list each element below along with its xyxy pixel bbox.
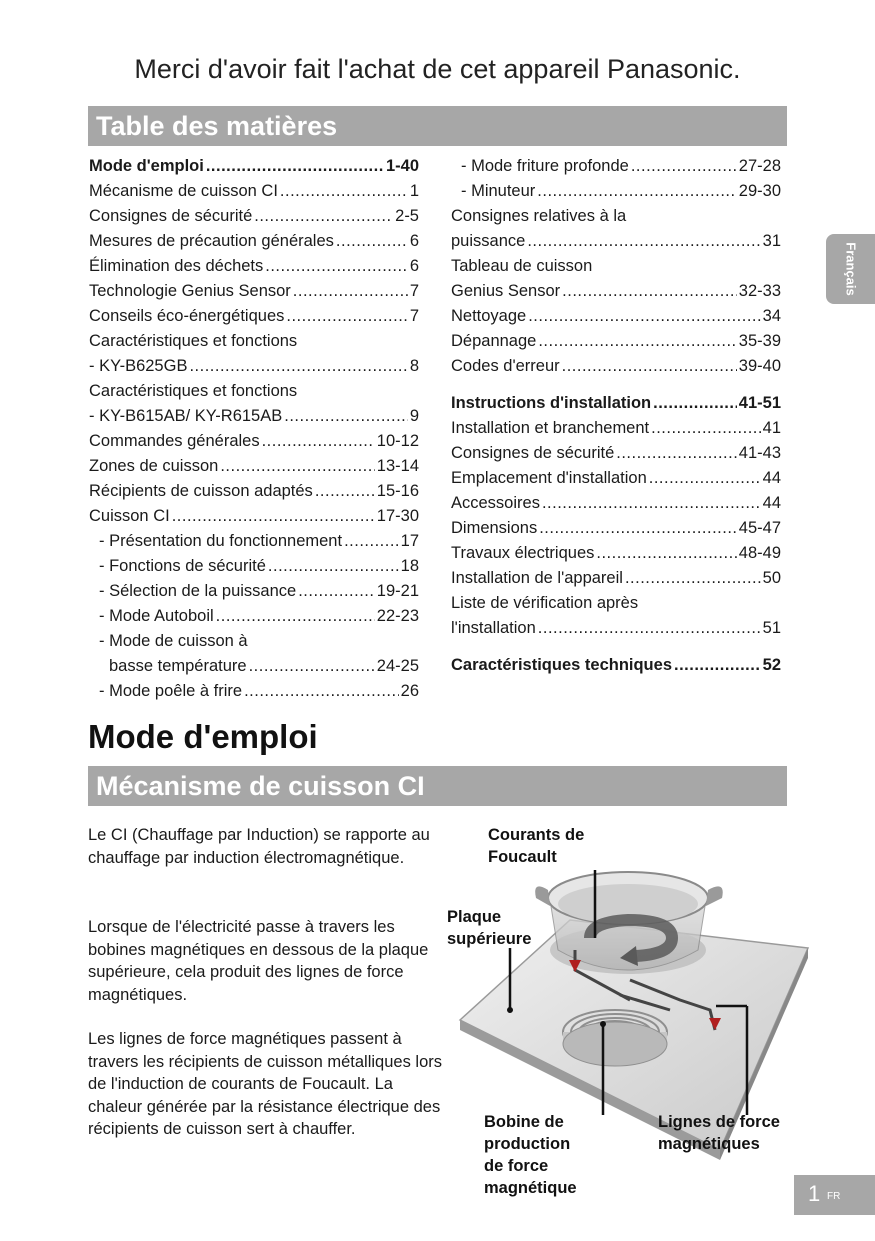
toc-dot-leader	[562, 279, 737, 304]
toc-entry-page: 31	[762, 232, 781, 250]
toc-entry-label: Accessoires	[451, 494, 540, 512]
toc-entry-page: 6	[409, 232, 419, 250]
toc-entry[interactable]	[89, 154, 419, 179]
page-number-badge	[794, 1175, 875, 1215]
toc-dot-leader	[542, 491, 761, 516]
toc-entry-page: 2-5	[395, 207, 419, 225]
toc-entry-label: Emplacement d'installation	[451, 469, 647, 487]
toc-left-column	[89, 154, 419, 704]
toc-dot-leader	[336, 229, 408, 254]
toc-dot-leader	[254, 204, 393, 229]
toc-entry-label: Mesures de précaution générales	[89, 232, 334, 250]
toc-entry[interactable]	[451, 591, 781, 616]
toc-dot-leader	[265, 254, 408, 279]
toc-entry-label: Cuisson CI	[89, 507, 170, 525]
toc-dot-leader	[537, 179, 737, 204]
toc-entry-label: Tableau de cuisson	[451, 257, 593, 275]
toc-entry-page: 35-39	[738, 332, 781, 350]
toc-right-column	[451, 154, 781, 678]
thanks-title: Merci d'avoir fait l'achat de cet appareil Panasonic.	[134, 54, 741, 84]
toc-dot-leader	[625, 566, 761, 591]
toc-dot-leader	[562, 354, 737, 379]
toc-entry-page: 7	[409, 307, 419, 325]
page-language: FR	[827, 1191, 841, 1202]
toc-entry-label: Codes d'erreur	[451, 357, 560, 375]
mechanism-title: Mécanisme de cuisson CI	[96, 771, 425, 801]
toc-entry[interactable]	[89, 554, 419, 579]
toc-entry[interactable]	[89, 604, 419, 629]
label-field-lines: Lignes de force magnétiques	[658, 1113, 780, 1153]
toc-entry[interactable]	[451, 491, 781, 516]
toc-entry-page: 15-16	[376, 482, 419, 500]
toc-entry[interactable]	[451, 154, 781, 179]
toc-entry[interactable]	[89, 329, 419, 354]
toc-entry-label: - Mode Autoboil	[99, 607, 214, 625]
toc-entry[interactable]	[451, 616, 781, 641]
toc-dot-leader	[653, 391, 737, 416]
toc-entry[interactable]	[89, 179, 419, 204]
toc-entry[interactable]	[89, 529, 419, 554]
toc-entry[interactable]	[89, 404, 419, 429]
paragraph-eddy: Les lignes de force magnétiques passent à travers les récipients de cuisson métalliques lors de l'induction de courants de Foucault. La chaleur générée par la résistance électrique des récipients de cuisson sert à chauffer.	[88, 1030, 442, 1138]
toc-entry-page: 50	[762, 569, 781, 587]
toc-entry-label: Instructions d'installation	[451, 394, 652, 412]
toc-entry-label: Nettoyage	[451, 307, 527, 325]
toc-entry-label: Caractéristiques techniques	[451, 656, 672, 674]
toc-entry[interactable]	[89, 379, 419, 404]
toc-entry-label: Conseils éco-énergétiques	[89, 307, 285, 325]
induction-diagram	[440, 820, 820, 1210]
paragraph-intro: Le CI (Chauffage par Induction) se rapporte au chauffage par induction électromagnétique.	[88, 826, 430, 867]
toc-dot-leader	[631, 154, 737, 179]
toc-entry-label: Consignes de sécurité	[451, 444, 615, 462]
toc-dot-leader	[344, 529, 399, 554]
toc-entry-label: - KY-B615AB/ KY-R615AB	[89, 407, 283, 425]
toc-dot-leader	[220, 454, 374, 479]
toc-entry[interactable]	[451, 204, 781, 229]
toc-entry[interactable]	[451, 354, 781, 379]
toc-entry[interactable]	[451, 466, 781, 491]
toc-entry-label: l'installation	[451, 619, 536, 637]
toc-entry-page: 48-49	[738, 544, 781, 562]
toc-entry-page: 44	[762, 469, 781, 487]
toc-entry-label: Installation de l'appareil	[451, 569, 623, 587]
toc-entry-page: 39-40	[738, 357, 781, 375]
toc-entry[interactable]	[451, 541, 781, 566]
toc-dot-leader	[539, 516, 737, 541]
toc-entry-label: - Mode poêle à frire	[99, 682, 243, 700]
toc-entry-label: Dépannage	[451, 332, 537, 350]
toc-dot-leader	[262, 429, 375, 454]
toc-entry[interactable]	[89, 429, 419, 454]
toc-dot-leader	[206, 154, 384, 179]
toc-entry-page: 24-25	[376, 657, 419, 675]
toc-entry-page: 13-14	[376, 457, 419, 475]
toc-entry-page: 17	[400, 532, 419, 550]
toc-entry-page: 34	[762, 307, 781, 325]
toc-entry-page: 41-43	[738, 444, 781, 462]
toc-entry[interactable]	[451, 516, 781, 541]
toc-dot-leader	[284, 404, 408, 429]
toc-dot-leader	[674, 653, 761, 678]
toc-entry[interactable]	[451, 229, 781, 254]
toc-dot-leader	[596, 541, 736, 566]
toc-entry[interactable]	[89, 679, 419, 704]
toc-entry-label: Zones de cuisson	[89, 457, 219, 475]
toc-dot-leader	[651, 416, 761, 441]
toc-entry[interactable]	[451, 329, 781, 354]
toc-entry-page: 1	[409, 182, 419, 200]
mode-emploi-heading: Mode d'emploi	[88, 718, 318, 755]
toc-entry-label: Mode d'emploi	[89, 157, 204, 175]
toc-entry-label: Caractéristiques et fonctions	[89, 382, 298, 400]
toc-entry-page: 44	[762, 494, 781, 512]
toc-entry-page: 1-40	[385, 157, 419, 175]
toc-entry-page: 51	[762, 619, 781, 637]
toc-entry[interactable]	[451, 416, 781, 441]
toc-dot-leader	[527, 229, 760, 254]
toc-entry[interactable]	[89, 204, 419, 229]
toc-entry[interactable]	[451, 254, 781, 279]
toc-entry[interactable]	[89, 304, 419, 329]
toc-entry-label: Liste de vérification après	[451, 594, 639, 612]
toc-entry[interactable]	[451, 279, 781, 304]
toc-entry[interactable]	[89, 654, 419, 679]
toc-dot-leader	[286, 304, 407, 329]
toc-dot-leader	[315, 479, 375, 504]
toc-dot-leader	[528, 304, 760, 329]
toc-entry-label: - Sélection de la puissance	[99, 582, 297, 600]
toc-entry-label: - KY-B625GB	[89, 357, 188, 375]
toc-entry[interactable]	[451, 179, 781, 204]
toc-entry[interactable]	[89, 579, 419, 604]
toc-entry-page: 52	[762, 656, 781, 674]
toc-entry[interactable]	[451, 566, 781, 591]
toc-entry-page: 6	[409, 257, 419, 275]
toc-entry-label: Consignes de sécurité	[89, 207, 253, 225]
toc-dot-leader	[244, 679, 399, 704]
pot-handle-left	[535, 886, 550, 906]
toc-entry-label: - Minuteur	[461, 182, 536, 200]
toc-entry-page: 9	[409, 407, 419, 425]
toc-entry-page: 27-28	[738, 157, 781, 175]
toc-entry[interactable]	[451, 304, 781, 329]
mechanism-section-bar	[88, 766, 787, 806]
toc-entry-page: 41	[762, 419, 781, 437]
toc-entry-label: Récipients de cuisson adaptés	[89, 482, 313, 500]
toc-entry[interactable]	[451, 441, 781, 466]
toc-entry[interactable]	[89, 629, 419, 654]
toc-entry-label: Consignes relatives à la	[451, 207, 627, 225]
toc-entry-page: 32-33	[738, 282, 781, 300]
toc-title: Table des matières	[96, 111, 338, 141]
toc-section-bar	[88, 106, 787, 146]
toc-entry-page: 26	[400, 682, 419, 700]
toc-entry-label: - Mode de cuisson à	[99, 632, 248, 650]
toc-entry[interactable]	[89, 504, 419, 529]
label-top-plate: Plaque supérieure	[447, 908, 532, 948]
language-tab-label: Français	[843, 242, 858, 296]
toc-entry[interactable]	[89, 279, 419, 304]
toc-dot-leader	[172, 504, 375, 529]
toc-entry-label: Technologie Genius Sensor	[89, 282, 291, 300]
language-tab[interactable]	[826, 234, 875, 304]
toc-entry-page: 19-21	[376, 582, 419, 600]
toc-entry-label: Commandes générales	[89, 432, 260, 450]
toc-dot-leader	[280, 179, 408, 204]
toc-entry-label: puissance	[451, 232, 526, 250]
toc-entry[interactable]	[89, 229, 419, 254]
toc-entry-label: - Présentation du fonctionnement	[99, 532, 343, 550]
page-number: 1	[808, 1181, 821, 1206]
toc-entry-page: 22-23	[376, 607, 419, 625]
toc-entry-label: Travaux électriques	[451, 544, 595, 562]
toc-entry[interactable]	[89, 454, 419, 479]
toc-entry-label: basse température	[109, 657, 247, 675]
toc-dot-leader	[249, 654, 375, 679]
toc-dot-leader	[216, 604, 375, 629]
toc-dot-leader	[649, 466, 761, 491]
toc-dot-leader	[268, 554, 399, 579]
pot-handle-right	[706, 886, 723, 906]
toc-entry-label: Mécanisme de cuisson CI	[89, 182, 278, 200]
toc-entry-page: 18	[400, 557, 419, 575]
toc-entry-page: 7	[409, 282, 419, 300]
toc-dot-leader	[298, 579, 375, 604]
toc-entry-label: Caractéristiques et fonctions	[89, 332, 298, 350]
toc-entry-page: 10-12	[376, 432, 419, 450]
toc-entry-label: Installation et branchement	[451, 419, 650, 437]
toc-entry-page: 41-51	[738, 394, 781, 412]
toc-entry-page: 29-30	[738, 182, 781, 200]
toc-entry[interactable]	[89, 354, 419, 379]
toc-entry[interactable]	[89, 479, 419, 504]
toc-dot-leader	[293, 279, 408, 304]
toc-entry-page: 17-30	[376, 507, 419, 525]
toc-dot-leader	[538, 329, 736, 354]
coil-base-bottom	[563, 1022, 667, 1066]
toc-entry[interactable]	[89, 254, 419, 279]
toc-dot-leader	[189, 354, 407, 379]
paragraph-coils: Lorsque de l'électricité passe à travers les bobines magnétiques en dessous de la plaque supérieure, cela produit des lignes de force magnétiques.	[88, 918, 429, 1004]
label-coil: Bobine de production de force magnétique	[484, 1113, 577, 1197]
toc-entry[interactable]	[451, 391, 781, 416]
toc-entry-page: 45-47	[738, 519, 781, 537]
toc-dot-leader	[538, 616, 761, 641]
toc-entry-page: 8	[409, 357, 419, 375]
toc-entry-label: - Mode friture profonde	[461, 157, 629, 175]
label-eddy-currents: Courants de Foucault	[488, 826, 585, 866]
toc-entry-label: Élimination des déchets	[89, 257, 264, 275]
toc-entry-label: Genius Sensor	[451, 282, 561, 300]
toc-entry-label: Dimensions	[451, 519, 538, 537]
toc-entry-label: - Fonctions de sécurité	[99, 557, 266, 575]
toc-entry[interactable]	[451, 653, 781, 678]
toc-dot-leader	[616, 441, 737, 466]
